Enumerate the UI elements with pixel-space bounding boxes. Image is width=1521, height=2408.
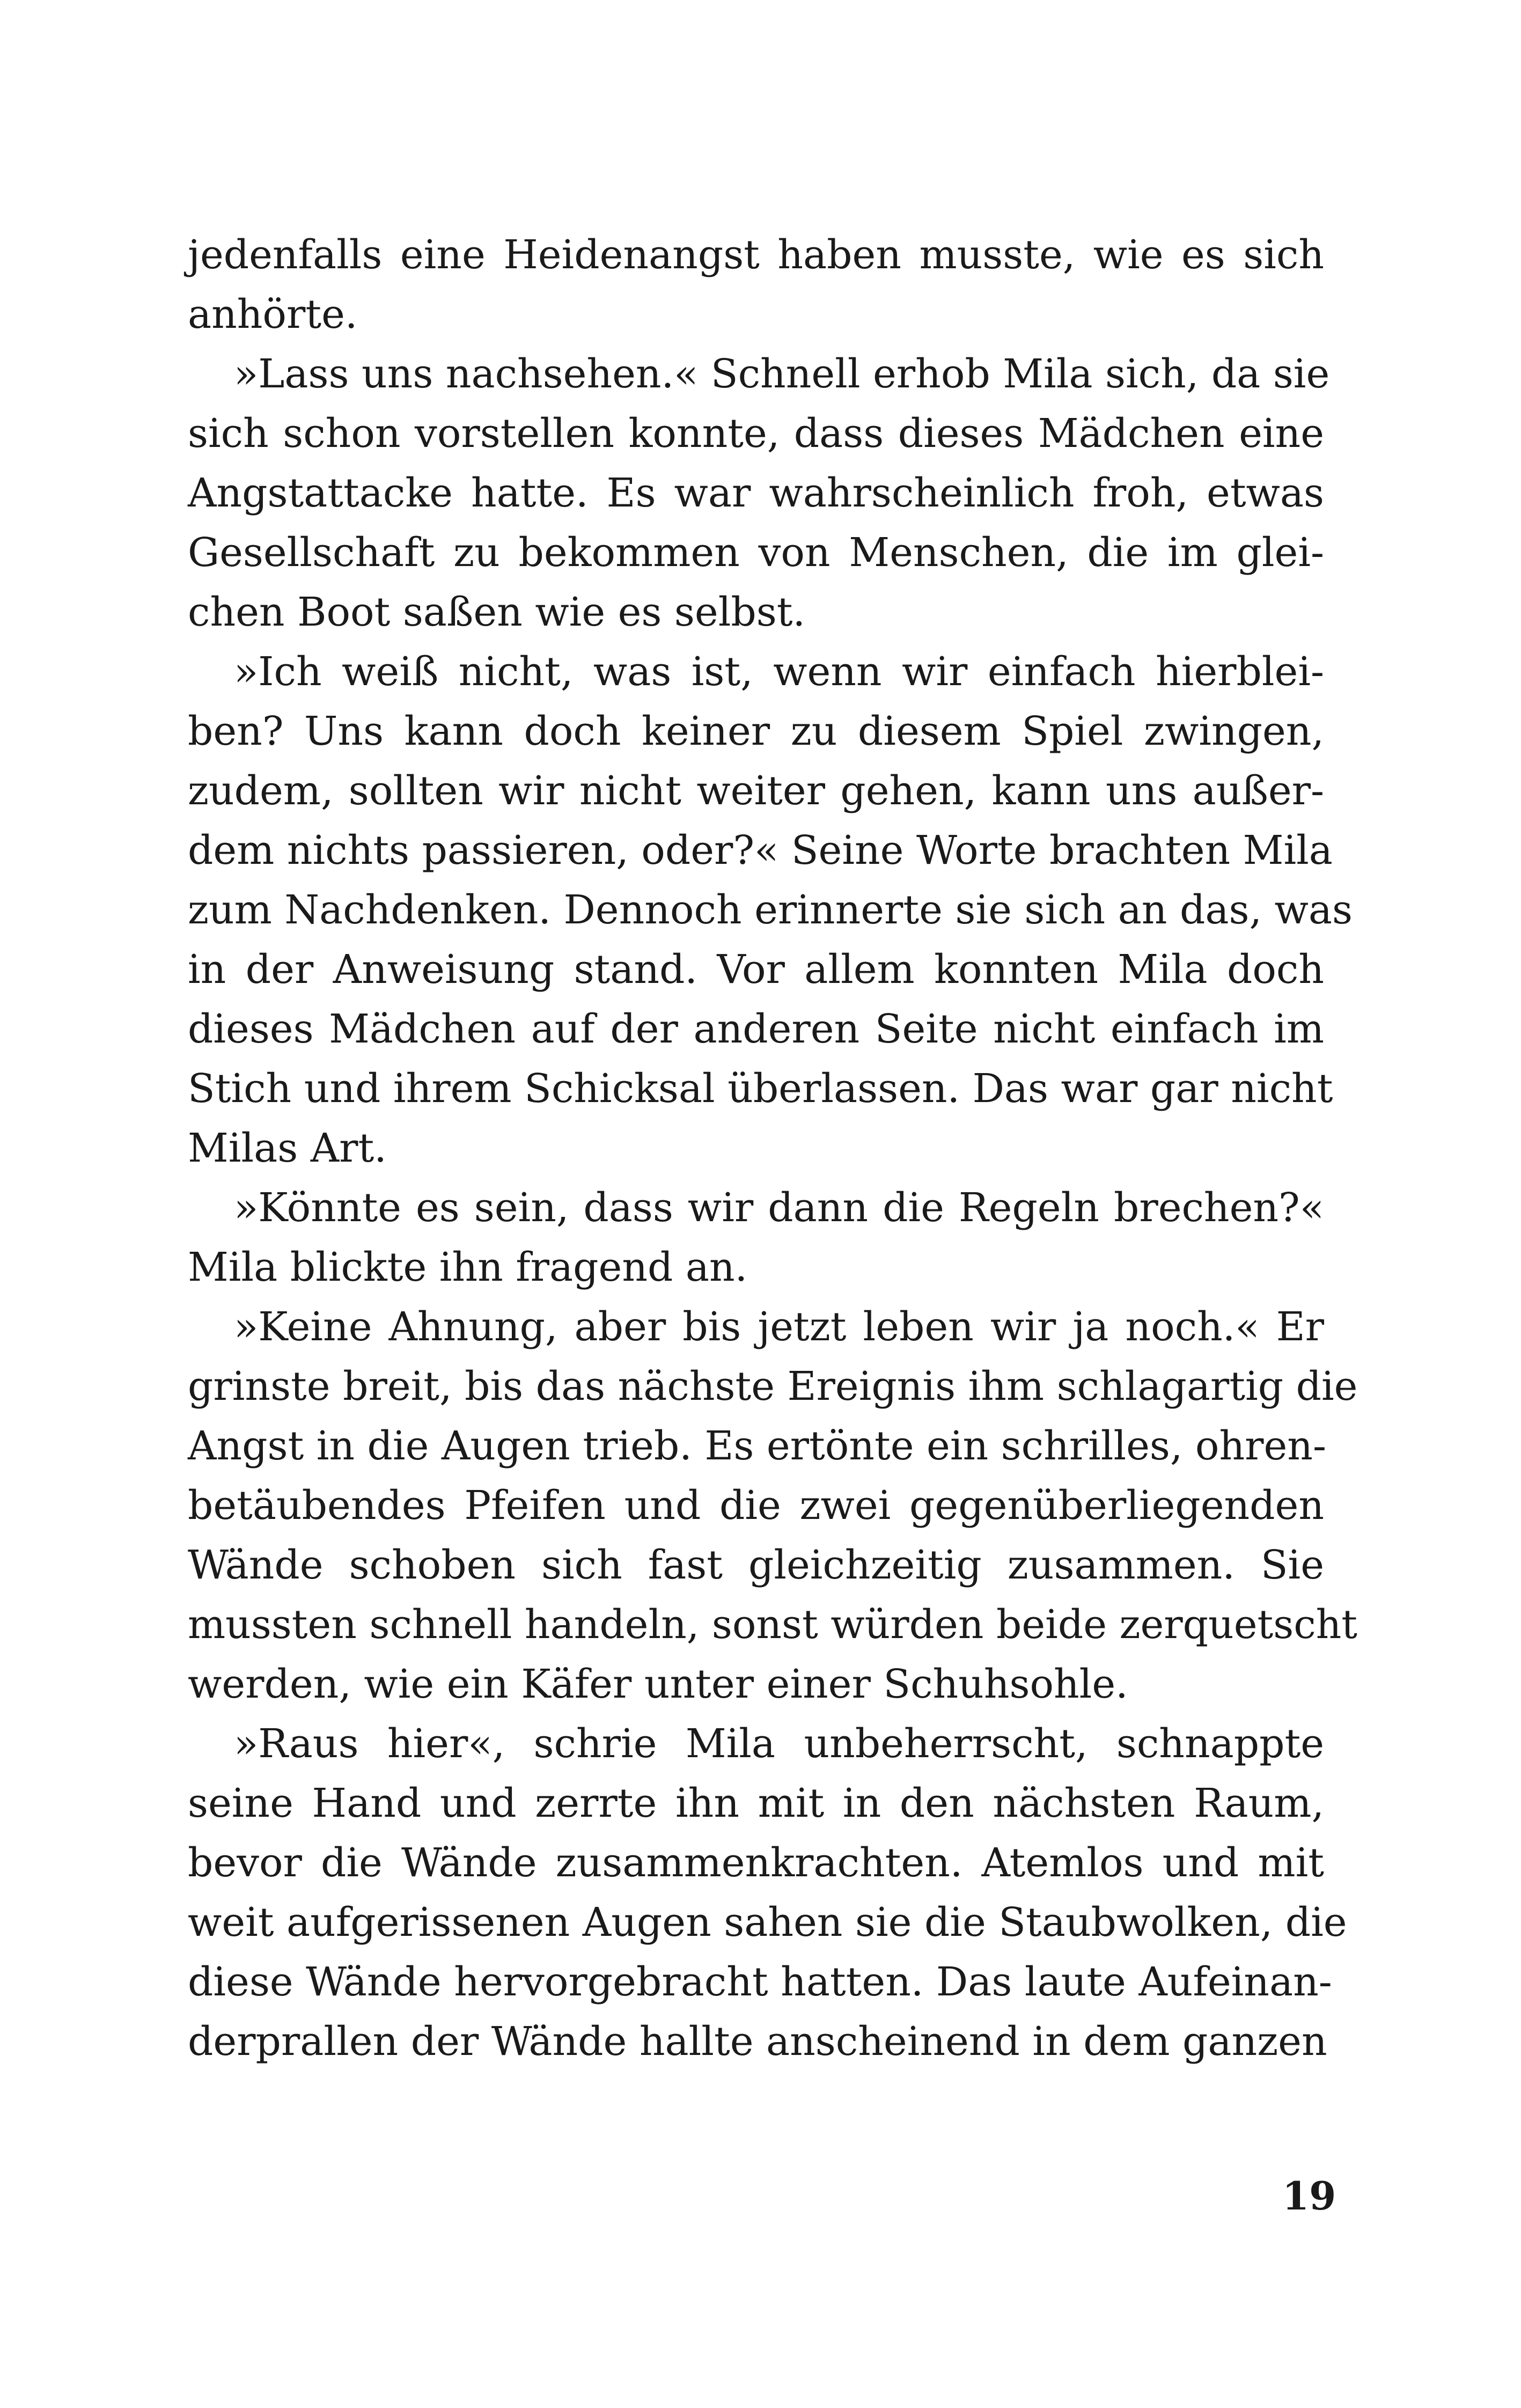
text-line: »Lass uns nachsehen.« Schnell erhob Mila sich, da sie <box>234 351 1330 397</box>
text-line: Gesellschaft zu bekommen von Menschen, die im glei- <box>188 530 1324 576</box>
text-line: »Ich weiß nicht, was ist, wenn wir einfach hierblei- <box>234 649 1324 695</box>
text-line: in der Anweisung stand. Vor allem konnten Mila doch <box>188 946 1324 993</box>
text-line: seine Hand und zerrte ihn mit in den nächsten Raum, <box>188 1780 1324 1826</box>
text-line: dem nichts passieren, oder?« Seine Worte brachten Mila <box>188 827 1333 873</box>
text-line: ben? Uns kann doch keiner zu diesem Spiel zwingen, <box>188 708 1324 754</box>
text-line: Angstattacke hatte. Es war wahrscheinlich froh, etwas <box>188 470 1324 516</box>
text-line: zum Nachdenken. Dennoch erinnerte sie sich an das, was <box>188 887 1353 933</box>
text-line: Wände schoben sich fast gleichzeitig zusammen. Sie <box>188 1542 1324 1588</box>
text-line: anhörte. <box>188 291 358 337</box>
text-line: derprallen der Wände hallte anscheinend in dem ganzen <box>188 2018 1327 2065</box>
text-line: sich schon vorstellen konnte, dass dieses Mädchen eine <box>188 410 1324 457</box>
text-line: »Könnte es sein, dass wir dann die Regeln brechen?« <box>234 1185 1324 1231</box>
text-line: Angst in die Augen trieb. Es ertönte ein schrilles, ohren- <box>188 1423 1326 1469</box>
text-line: diese Wände hervorgebracht hatten. Das laute Aufeinan- <box>188 1959 1332 2005</box>
text-line: mussten schnell handeln, sonst würden beide zerquetscht <box>188 1602 1358 1648</box>
text-line: Stich und ihrem Schicksal überlassen. Das war gar nicht <box>188 1066 1333 1112</box>
text-line: betäubendes Pfeifen und die zwei gegenüberliegenden <box>188 1482 1324 1529</box>
text-line: chen Boot saßen wie es selbst. <box>188 589 805 635</box>
text-line: zudem, sollten wir nicht weiter gehen, kann uns außer- <box>188 768 1324 814</box>
text-line: »Raus hier«, schrie Mila unbeherrscht, schnappte <box>234 1721 1324 1767</box>
text-line: dieses Mädchen auf der anderen Seite nicht einfach im <box>188 1006 1324 1052</box>
text-line: Mila blickte ihn fragend an. <box>188 1244 748 1290</box>
text-line: bevor die Wände zusammenkrachten. Atemlos und mit <box>188 1840 1324 1886</box>
text-line: werden, wie ein Käfer unter einer Schuhsohle. <box>188 1661 1128 1707</box>
text-line: weit aufgerissenen Augen sahen sie die Staubwolken, die <box>188 1899 1347 1946</box>
text-line: Milas Art. <box>188 1125 387 1171</box>
body-text <box>188 225 1358 2072</box>
text-line: »Keine Ahnung, aber bis jetzt leben wir ja noch.« Er <box>234 1304 1324 1350</box>
page-number: 19 <box>1282 2173 1336 2219</box>
text-line: grinste breit, bis das nächste Ereignis ihm schlagartig die <box>188 1363 1358 1409</box>
text-line: jedenfalls eine Heidenangst haben musste, wie es sich <box>188 232 1324 278</box>
